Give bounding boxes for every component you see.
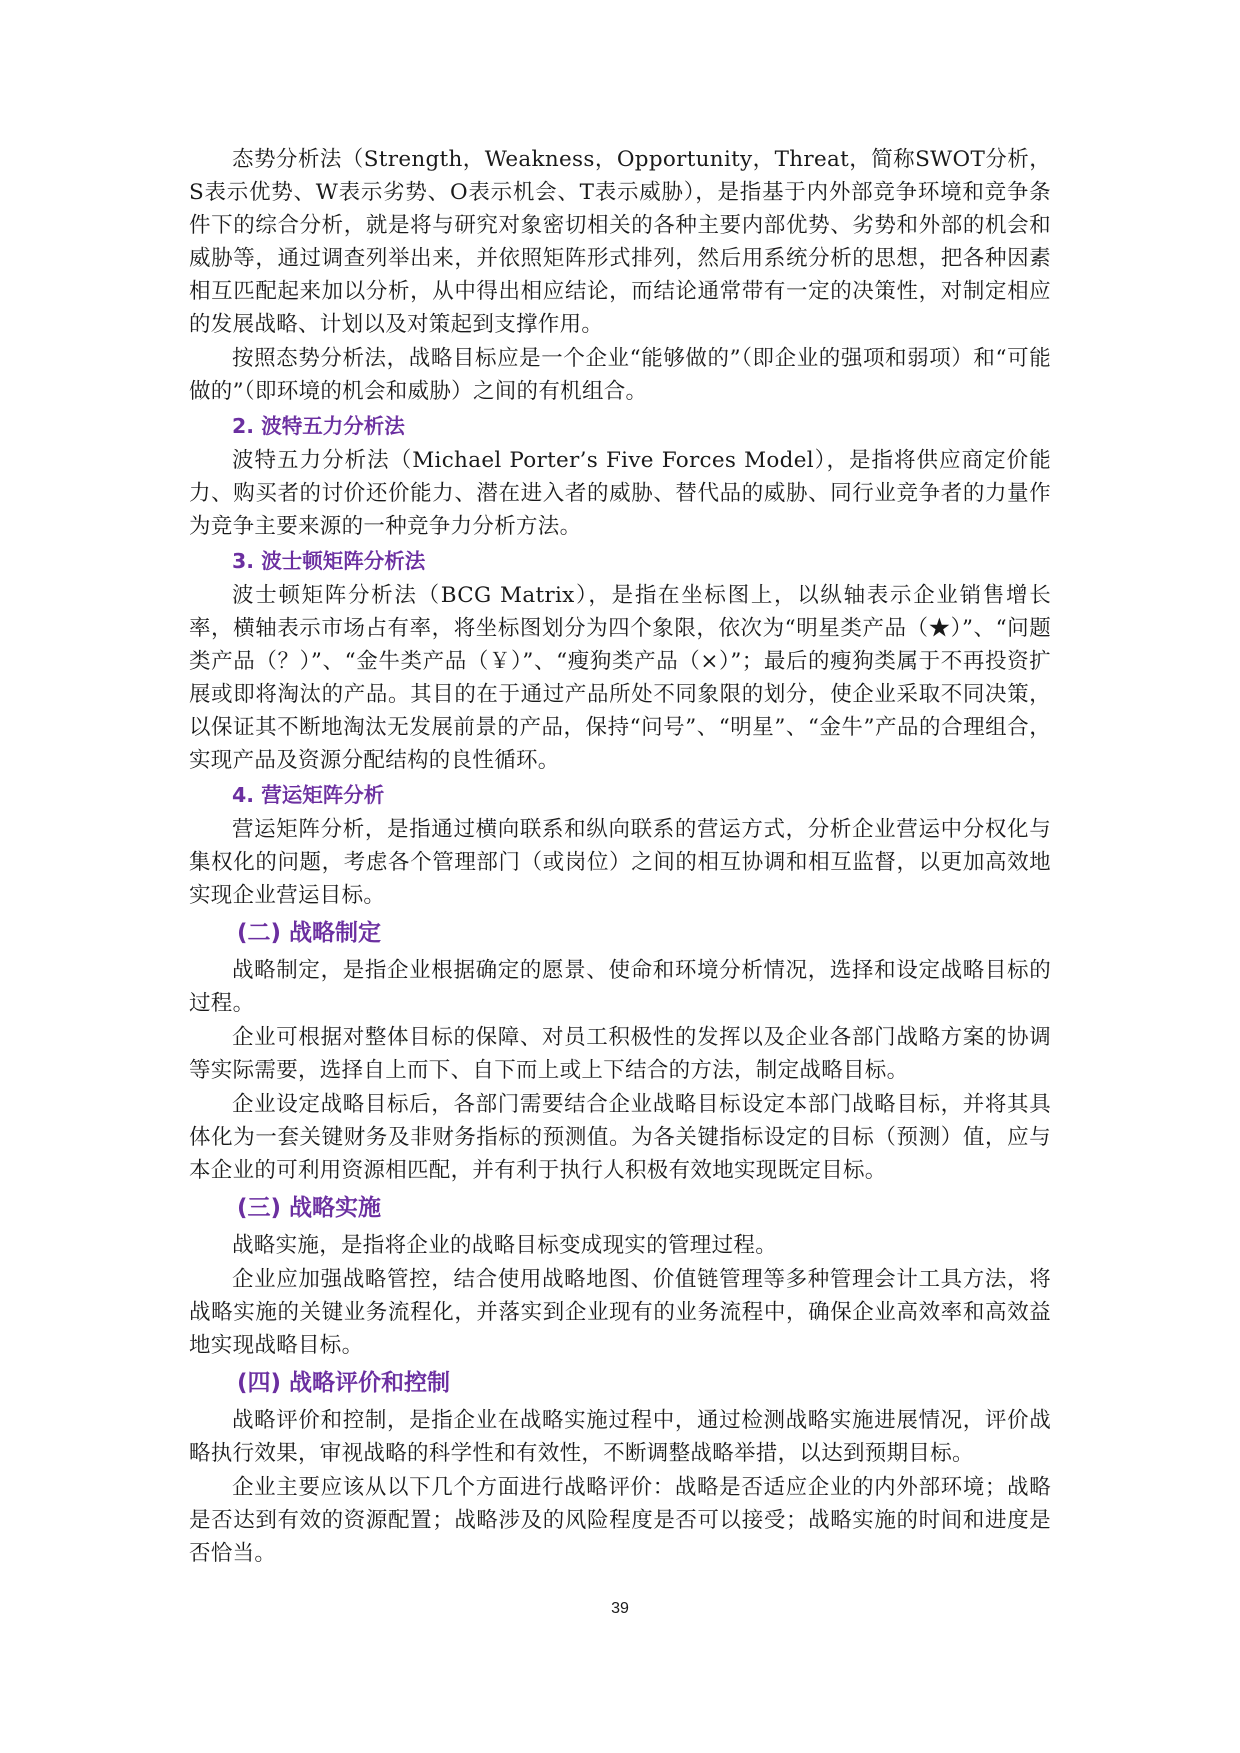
- paragraph: 企业设定战略目标后，各部门需要结合企业战略目标设定本部门战略目标，并将其具体化为一套关键财务及非财务指标的预测值。为各关键指标设定的目标（预测）值，应与本企业的可利用资源相匹配，并有利于执行人积极有效地实现既定目标。: [189, 1092, 1051, 1183]
- paragraph: 波特五力分析法（Michael Porter’s Five Forces Model），是指将供应商定价能力、购买者的讨价还价能力、潜在进入者的威胁、替代品的威胁、同行业竞争者的力量作为竞争主要来源的一种竞争力分析方法。: [189, 448, 1051, 539]
- subheading: 4. 营运矩阵分析: [232, 783, 385, 807]
- section-heading: (三) 战略实施: [237, 1195, 382, 1221]
- section-heading: (二) 战略制定: [237, 920, 382, 946]
- paragraph: 企业主要应该从以下几个方面进行战略评价：战略是否适应企业的内外部环境；战略是否达到有效的资源配置；战略涉及的风险程度是否可以接受；战略实施的时间和进度是否恰当。: [189, 1475, 1051, 1566]
- paragraph: 战略实施，是指将企业的战略目标变成现实的管理过程。: [232, 1233, 778, 1258]
- paragraph: 企业应加强战略管控，结合使用战略地图、价值链管理等多种管理会计工具方法，将战略实施的关键业务流程化，并落实到企业现有的业务流程中，确保企业高效率和高效益地实现战略目标。: [189, 1267, 1051, 1358]
- paragraph: 战略制定，是指企业根据确定的愿景、使命和环境分析情况，选择和设定战略目标的过程。: [189, 958, 1051, 1016]
- subheading: 2. 波特五力分析法: [232, 414, 405, 438]
- paragraph: 波士顿矩阵分析法（BCG Matrix），是指在坐标图上，以纵轴表示企业销售增长率，横轴表示市场占有率，将坐标图划分为四个象限，依次为“明星类产品（★）”、“问题类产品（？）”、“金牛类产品（￥）”、“瘦狗类产品（×）”；最后的瘦狗类属于不再投资扩展或即将淘汰的产品。其目的在于通过产品所处不同象限的划分，使企业采取不同决策，以保证其不断地淘汰无发展前景的产品，保持“问号”、“明星”、“金牛”产品的合理组合，实现产品及资源分配结构的良性循环。: [189, 583, 1051, 773]
- paragraph: 按照态势分析法，战略目标应是一个企业“能够做的”（即企业的强项和弱项）和“可能做的”（即环境的机会和威胁）之间的有机组合。: [189, 346, 1051, 404]
- paragraph: 企业可根据对整体目标的保障、对员工积极性的发挥以及企业各部门战略方案的协调等实际需要，选择自上而下、自下而上或上下结合的方法，制定战略目标。: [189, 1025, 1051, 1083]
- paragraph: 营运矩阵分析，是指通过横向联系和纵向联系的营运方式，分析企业营运中分权化与集权化的问题，考虑各个管理部门（或岗位）之间的相互协调和相互监督，以更加高效地实现企业营运目标。: [189, 817, 1051, 908]
- paragraph: 态势分析法（Strength，Weakness，Opportunity，Threat，简称SWOT分析，S表示优势、W表示劣势、O表示机会、T表示威胁），是指基于内外部竞争环境和竞争条件下的综合分析，就是将与研究对象密切相关的各种主要内部优势、劣势和外部的机会和威胁等，通过调查列举出来，并依照矩阵形式排列，然后用系统分析的思想，把各种因素相互匹配起来加以分析，从中得出相应结论，而结论通常带有一定的决策性，对制定相应的发展战略、计划以及对策起到支撑作用。: [189, 147, 1051, 337]
- page-number: 39: [611, 1600, 629, 1617]
- section-heading: (四) 战略评价和控制: [237, 1370, 451, 1396]
- page-body: [189, 143, 1051, 1571]
- subheading: 3. 波士顿矩阵分析法: [232, 549, 426, 573]
- paragraph: 战略评价和控制，是指企业在战略实施过程中，通过检测战略实施进展情况，评价战略执行效果，审视战略的科学性和有效性，不断调整战略举措，以达到预期目标。: [189, 1408, 1051, 1466]
